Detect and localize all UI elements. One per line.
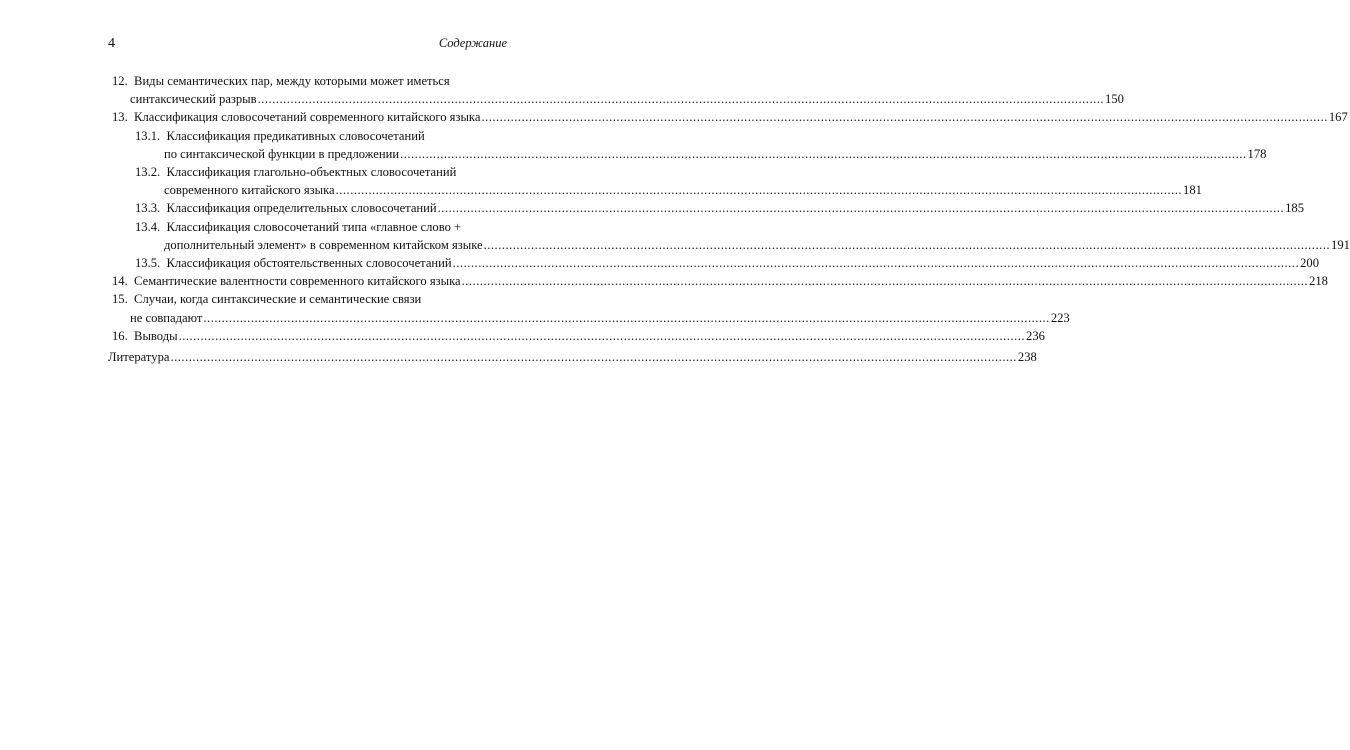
toc-number: 13. xyxy=(112,110,128,125)
toc-page: 191 xyxy=(1331,237,1350,252)
toc-entry-literature[interactable] xyxy=(108,348,1037,366)
toc-title-line: по синтаксической функции в предложении xyxy=(164,146,400,161)
toc-title-line: не совпадают xyxy=(130,310,203,325)
toc-entry-16[interactable] xyxy=(108,327,1045,345)
toc-page: 150 xyxy=(1105,92,1124,107)
dot-leader xyxy=(481,108,1327,126)
toc-number: 13.1. xyxy=(135,128,161,143)
toc-entry-13-2[interactable] xyxy=(108,163,1202,199)
dot-leader xyxy=(438,199,1284,217)
dot-leader xyxy=(170,348,1016,366)
toc-title-line: Выводы xyxy=(134,328,178,343)
toc-title-line: Случаи, когда синтаксические и семантические связи xyxy=(134,292,422,307)
dot-leader xyxy=(400,145,1246,163)
page-number: 4 xyxy=(108,36,115,51)
toc-page: 223 xyxy=(1050,310,1070,325)
toc-title-line: синтаксический разрыв xyxy=(130,92,257,107)
toc-title-line: Виды семантических пар, между которыми может иметься xyxy=(134,74,450,88)
dot-leader xyxy=(462,272,1308,290)
toc-title-line: Классификация словосочетаний современного китайского языка xyxy=(134,110,481,125)
toc-title-line: современного китайского языка xyxy=(164,183,335,198)
toc-page: 200 xyxy=(1300,256,1319,271)
toc-title-line: Классификация определительных словосочетаний xyxy=(166,201,437,216)
toc-page: 236 xyxy=(1026,328,1045,343)
toc-entry-12[interactable] xyxy=(108,72,1124,108)
toc-number: 12. xyxy=(112,74,128,88)
dot-leader xyxy=(336,181,1182,199)
toc-number: 16. xyxy=(112,328,128,343)
toc-title-line: Литература xyxy=(108,350,170,365)
toc-page: 185 xyxy=(1285,201,1304,216)
dot-leader xyxy=(179,327,1025,345)
toc-number: 13.4. xyxy=(135,219,161,234)
toc-title-line: Классификация предикативных словосочетаний xyxy=(166,128,425,143)
dot-leader xyxy=(484,236,1330,254)
dot-leader xyxy=(258,90,1104,108)
toc-entry-15[interactable] xyxy=(108,290,1070,326)
toc-entry-14[interactable] xyxy=(108,272,1328,290)
toc-page: 167 xyxy=(1328,110,1348,125)
toc-number: 13.5. xyxy=(135,256,161,271)
toc-entry-13-4[interactable] xyxy=(108,218,1350,254)
toc-number: 14. xyxy=(112,274,128,289)
toc-page: 218 xyxy=(1309,274,1328,289)
toc-title-line: Классификация глагольно-объектных словосочетаний xyxy=(166,165,457,180)
toc-title-line: дополнительный элемент» в современном китайском языке xyxy=(164,237,483,252)
toc-title-line: Семантические валентности современного китайского языка xyxy=(134,274,461,289)
toc-entry-13-3[interactable] xyxy=(108,199,1304,217)
toc-number: 13.2. xyxy=(135,165,161,180)
toc-title-line: Классификация словосочетаний типа «главное слово + xyxy=(166,219,462,234)
toc-entry-13[interactable] xyxy=(108,108,1348,126)
toc-page: 181 xyxy=(1183,183,1202,198)
running-header: Содержание xyxy=(438,36,507,50)
toc-number: 13.3. xyxy=(135,201,161,216)
table-of-contents xyxy=(108,72,1350,366)
toc-page: 178 xyxy=(1247,146,1267,161)
toc-number: 15. xyxy=(112,292,128,307)
toc-entry-13-1[interactable] xyxy=(108,127,1267,163)
toc-entry-13-5[interactable] xyxy=(108,254,1319,272)
dot-leader xyxy=(203,309,1049,327)
dot-leader xyxy=(453,254,1299,272)
toc-page: 238 xyxy=(1017,350,1037,365)
toc-title-line: Классификация обстоятельственных словосочетаний xyxy=(166,256,452,271)
